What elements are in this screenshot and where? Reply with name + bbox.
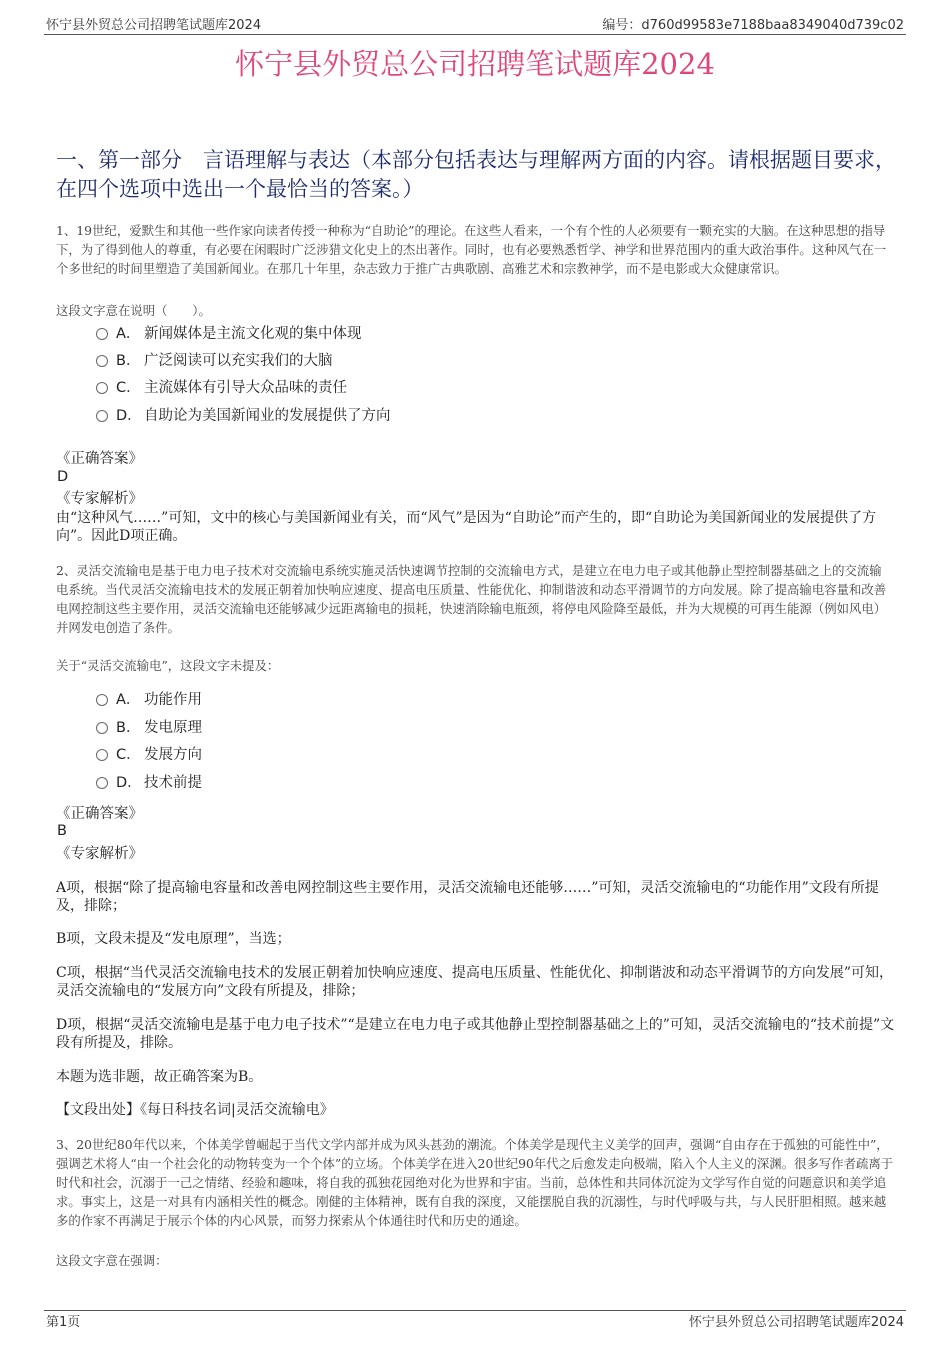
q1-analysis-label: 《专家解析》 [56,491,143,507]
q2-answer-label: 《正确答案》 [56,806,143,822]
section-heading: 一、第一部分 言语理解与表达（本部分包括表达与理解两方面的内容。请根据题目要求，在四个选项中选出一个最恰当的答案。） [56,148,896,201]
radio-icon[interactable] [96,355,108,367]
q2-analysis-a: A项，根据“除了提高输电容量和改善电网控制这些主要作用，灵活交流输电还能够……”可知，灵活交流输电的“功能作用”文段有所提及，排除； [56,880,879,914]
q2-analysis-conclusion: 本题为选非题，故正确答案为B。 [56,1069,263,1085]
radio-icon[interactable] [96,722,108,734]
question-1-prompt: 这段文字意在说明（ ）。 [56,303,211,318]
q1-option-c[interactable]: C． 主流媒体有引导大众品味的责任 [96,378,347,398]
q2-analysis-label: 《专家解析》 [56,846,143,862]
footer-doc-title: 怀宁县外贸总公司招聘笔试题库2024 [688,1315,904,1330]
q1-option-a[interactable]: A． 新闻媒体是主流文化观的集中体现 [96,324,362,344]
q2-answer: B [57,823,67,839]
q2-source: 【文段出处】《每日科技名词|灵活交流输电》 [56,1102,334,1118]
q1-analysis: 由“这种风气……”可知，文中的核心与美国新闻业有关，而“风气”是因为“自助论”而产生的，即“自助论为美国新闻业的发展提供了方向”。因此D项正确。 [56,510,877,544]
radio-icon[interactable] [96,410,108,422]
header-divider [44,34,906,35]
q1-answer: D [57,469,69,485]
header-doc-id: 编号：d760d99583e7188baa8349040d739c02 [602,18,904,33]
question-3-text: 3、20世纪80年代以来，个体美学曾崛起于当代文学内部并成为风头甚劲的潮流。个体美学是现代主义美学的回声，强调“自由存在于孤独的可能性中”，强调艺术将人“由一个社会化的动物转变为一个个体”的立场。个体美学在进入20世纪90年代之后愈发走向极端，陷入个人主义的深渊。很多写作者疏离于时代和社会，沉溺于一己之情绪、经验和趣味，将自我的孤独花园绝对化为世界和宇宙。当前，总体性和共同体沉淀为文学写作自觉的问题意识和美学追求。事实上，这是一对具有内涵相关性的概念。刚健的主体精神，既有自我的深度，又能摆脱自我的沉溺性，与时代呼吸与共，与人民肝胆相照。越来越多的作家不再满足于展示个体的内心风景，而努力探索从个体通往时代和历史的通途。 [56,1137,894,1228]
radio-icon[interactable] [96,777,108,789]
page-number: 第1页 [46,1315,81,1330]
q2-option-d[interactable]: D． 技术前提 [96,773,202,793]
q2-analysis-b: B项，文段未提及“发电原理”，当选； [56,931,291,947]
question-2-prompt: 关于“灵活交流输电”，这段文字未提及： [56,658,280,673]
question-3-prompt: 这段文字意在强调： [56,1253,168,1268]
q1-answer-label: 《正确答案》 [56,451,143,467]
radio-icon[interactable] [96,694,108,706]
radio-icon[interactable] [96,749,108,761]
q2-option-b[interactable]: B． 发电原理 [96,718,202,738]
q1-option-d[interactable]: D． 自助论为美国新闻业的发展提供了方向 [96,406,391,426]
radio-icon[interactable] [96,382,108,394]
page-title: 怀宁县外贸总公司招聘笔试题库2024 [235,47,715,81]
header-doc-title: 怀宁县外贸总公司招聘笔试题库2024 [46,18,262,33]
q1-option-b[interactable]: B． 广泛阅读可以充实我们的大脑 [96,351,333,371]
q2-analysis-d: D项，根据“灵活交流输电是基于电力电子技术”“是建立在电力电子或其他静止型控制器基础之上的”可知，灵活交流输电的“技术前提”文段有所提及，排除。 [56,1017,895,1051]
q2-option-a[interactable]: A． 功能作用 [96,690,202,710]
q2-analysis-c: C项，根据“当代灵活交流输电技术的发展正朝着加快响应速度、提高电压质量、性能优化、抑制谐波和动态平滑调节的方向发展”可知，灵活交流输电的“发展方向”文段有所提及，排除； [56,965,894,999]
radio-icon[interactable] [96,328,108,340]
question-1-text: 1、19世纪，爱默生和其他一些作家向读者传授一种称为“自助论”的理论。在这些人看来，一个有个性的人必须要有一颗充实的大脑。在这种思想的指导下，为了得到他人的尊重，有必要在闲暇时广泛涉猎文化史上的杰出著作。同时，也有必要熟悉哲学、神学和世界范围内的重大政治事件。这种风气在一个多世纪的时间里塑造了美国新闻业。在那几十年里，杂志致力于推广古典歌剧、高雅艺术和宗教神学，而不是电影或大众健康常识。 [56,223,887,276]
question-2-text: 2、灵活交流输电是基于电力电子技术对交流输电系统实施灵活快速调节控制的交流输电方式，是建立在电力电子或其他静止型控制器基础之上的交流输电系统。当代灵活交流输电技术的发展正朝着加快响应速度、提高电压质量、性能优化、抑制谐波和动态平滑调节的方向发展。除了提高输电容量和改善电网控制这些主要作用，灵活交流输电还能够减少远距离输电的损耗，快速消除输电瓶颈，将停电风险降至最低，并为大规模的可再生能源（例如风电）并网发电创造了条件。 [56,563,887,635]
q2-option-c[interactable]: C． 发展方向 [96,745,202,765]
